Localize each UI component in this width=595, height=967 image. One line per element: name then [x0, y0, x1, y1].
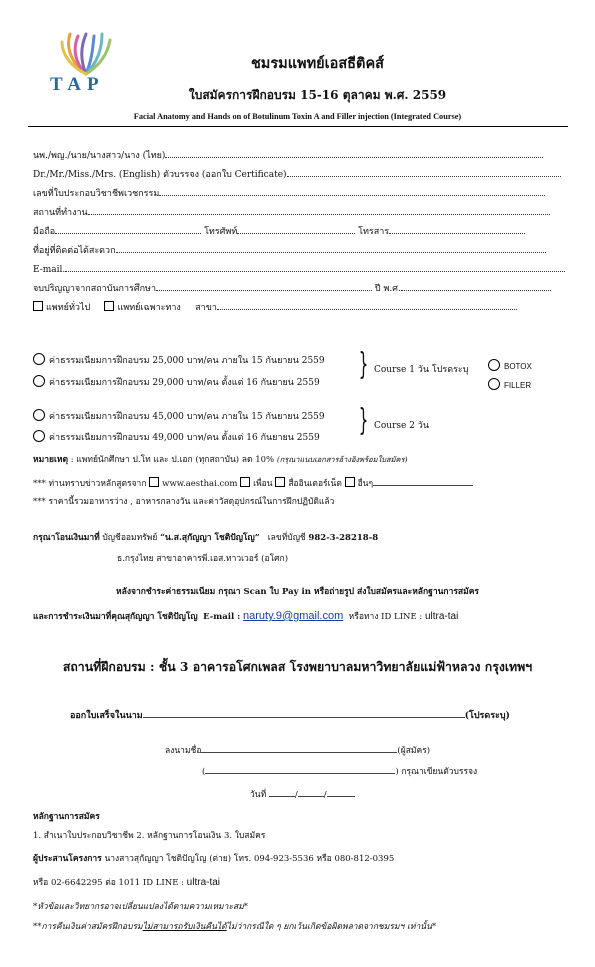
course2-option1-radio[interactable] [33, 409, 45, 421]
logo-text: TAP [50, 74, 105, 95]
gp-checkbox[interactable] [33, 301, 43, 311]
sign-label: ลงนามชื่อ [165, 746, 202, 756]
branch-label: สาขา [195, 303, 217, 313]
specialist-checkbox[interactable] [104, 301, 114, 311]
course2-label: Course 2 วัน [374, 421, 430, 431]
source-friend-checkbox[interactable] [240, 477, 250, 487]
specialty-row [33, 300, 517, 314]
print-name-field[interactable] [205, 763, 395, 774]
course1-label: Course 1 วัน โปรดระบุ [374, 365, 469, 375]
fax-field[interactable] [389, 224, 525, 234]
email-field[interactable] [65, 262, 565, 272]
date-month-field[interactable] [298, 786, 324, 797]
course2-brace: } [358, 403, 369, 438]
extra-phone: หรือ 02-6642295 ต่อ 1011 ID LINE : [33, 878, 187, 888]
open-paren: ( [202, 767, 206, 777]
disclaimer-1: *หัวข้อและวิทยากรอาจเปลี่ยนแปลงได้ตามความเหมาะสม* [33, 902, 249, 912]
evidence-title: หลักฐานการสมัคร [33, 812, 100, 822]
email-label-bold: E-mail : [203, 612, 241, 622]
workplace-label: สถานที่ทำงาน [33, 208, 88, 218]
extra-line-id: ultra-tai [186, 877, 221, 888]
phone-label: โทรศัพท์ [204, 227, 238, 237]
source-prefix: *** ท่านทราบข่าวหลักสูตรจาก [33, 479, 147, 489]
course1-option1-label: ค่าธรรมเนียมการฝึกอบรม 25,000 บาท/คน ภายใน 15 กันยายน 2559 [49, 356, 325, 366]
course2-option2[interactable] [33, 430, 320, 444]
course2-option1-label: ค่าธรรมเนียมการฝึกอบรม 45,000 บาท/คน ภายใน 15 กันยายน 2559 [49, 412, 325, 422]
venue: สถานที่ฝึกอบรม : ชั้น 3 อาคารอโศกเพลส โรงพยาบาลมหาวิทยาลัยแม่ฟ้าหลวง กรุงเทพฯ [62, 659, 533, 674]
receipt-field[interactable] [143, 707, 465, 718]
license-label: เลขที่ใบประกอบวิชาชีพเวชกรรม [33, 189, 160, 199]
filler-option[interactable] [488, 378, 531, 392]
print-name-row [202, 763, 477, 778]
date-row [250, 786, 355, 801]
address-row [33, 243, 546, 257]
year-label: ปี พ.ศ. [374, 284, 401, 294]
source-other-field[interactable] [373, 475, 473, 486]
sign-field[interactable] [201, 742, 397, 753]
or-line-label: หรือทาง ID LINE : [348, 612, 425, 622]
account-no: 982-3-28218-8 [308, 533, 379, 543]
address-label: ที่อยู่ที่ติดต่อได้สะดวก [33, 246, 116, 256]
name-en-field[interactable] [287, 167, 561, 177]
contact-email-link[interactable]: naruty.9@gmail.com [243, 610, 344, 622]
name-th-label: นพ./พญ./นาย/นางสาว/นาง (ไทย) [33, 151, 166, 161]
instruction-line2 [33, 610, 458, 623]
course2-option2-label: ค่าธรรมเนียมการฝึกอบรม 49,000 บาท/คน ตั้งแต่ 16 กันยายน 2559 [49, 433, 320, 443]
botox-label: BOTOX [504, 362, 532, 371]
course1-option2-radio[interactable] [33, 375, 45, 387]
workplace-row [33, 205, 550, 219]
remark-label: หมายเหตุ [33, 455, 68, 465]
graduation-row [33, 281, 551, 295]
course-title: Facial Anatomy and Hands on of Botulinum Toxin A and Filler injection (Integrated Course) [133, 112, 462, 121]
source-web-label: www.aesthai.com [162, 479, 238, 489]
line-id: ultra-tai [424, 611, 459, 622]
graduated-field[interactable] [156, 281, 372, 291]
graduated-label: จบปริญญาจากสถาบันการศึกษา [33, 284, 157, 294]
fax-label: โทรสาร [358, 227, 390, 237]
account-name: “น.ส.สุกัญญา โชติปัญโญ” [160, 533, 260, 543]
receipt-row [70, 707, 510, 722]
disclaimer-2-a: **การคืนเงินค่าสมัครฝึกอบรม [33, 922, 143, 932]
branch-field[interactable] [217, 300, 517, 310]
address-field[interactable] [116, 243, 546, 253]
name-en-row [33, 167, 561, 181]
disclaimer-2 [33, 921, 436, 933]
disclaimer-2-b: ไม่สามารถรับเงินคืนได้ [142, 922, 227, 932]
course1-option1-radio[interactable] [33, 353, 45, 365]
course1-option1[interactable] [33, 353, 325, 367]
course2-option2-radio[interactable] [33, 430, 45, 442]
evidence-items: 1. สำเนาใบประกอบวิชาชีพ 2. หลักฐานการโอนเงิน 3. ใบสมัคร [33, 831, 266, 841]
source-row [33, 475, 473, 490]
coordinator-row [33, 853, 394, 865]
remark-row [33, 454, 408, 466]
disclaimer-2-c: ไม่ว่ากรณีใด ๆ ยกเว้นเกิดข้อผิดพลาดจากชมรมฯ เท่านั้น* [226, 922, 437, 932]
name-th-field[interactable] [165, 148, 543, 158]
extra-phone-row [33, 877, 220, 889]
license-field[interactable] [159, 186, 545, 196]
botox-option[interactable] [488, 359, 532, 373]
phone-field[interactable] [237, 224, 355, 234]
phone-row [33, 224, 525, 238]
date-label: วันที่ [250, 790, 267, 800]
email-label: E-mail. [33, 265, 66, 275]
course1-option2-label: ค่าธรรมเนียมการฝึกอบรม 29,000 บาท/คน ตั้งแต่ 16 กันยายน 2559 [49, 378, 320, 388]
instruction-line2-prefix: และการชำระเงินมาที่คุณสุกัญญา โชติปัญโญ [33, 612, 198, 622]
receipt-label: ออกใบเสร็จในนาม [70, 711, 143, 721]
botox-radio[interactable] [488, 359, 500, 371]
print-name-label: ) กรุณาเขียนตัวบรรจง [395, 767, 478, 777]
source-friend-label: เพื่อน [253, 479, 273, 489]
course2-option1[interactable] [33, 409, 325, 423]
instruction-line1: หลังจากชำระค่าธรรมเนียม กรุณา Scan ใบ Pay in หรือถ่ายรูป ส่งใบสมัครและหลักฐานการสมัคร [116, 587, 479, 597]
transfer-label: กรุณาโอนเงินมาที่ [33, 533, 100, 543]
email-row [33, 262, 565, 276]
account-label: บัญชีออมทรัพย์ [102, 533, 158, 543]
specialist-label: แพทย์เฉพาะทาง [117, 303, 181, 313]
date-sep-1: / [294, 790, 298, 800]
header-divider [28, 126, 568, 127]
bank-name: ธ.กรุงไทย สาขาอาคารพี.เอส.ทาวเวอร์ (อโศก) [117, 554, 289, 564]
date-year-field[interactable] [327, 786, 355, 797]
receipt-suffix: (โปรดระบุ) [464, 711, 510, 721]
coordinator-label: ผู้ประสานโครงการ [33, 854, 102, 864]
page-title: ชมรมแพทย์เอสธีติคส์ [250, 55, 385, 72]
date-day-field[interactable] [269, 786, 295, 797]
transfer-row [33, 532, 378, 544]
course1-brace: } [358, 347, 369, 382]
coordinator-info: นางสาวสุกัญญา โชติปัญโญ (ต่าย) โทร. 094-923-5536 หรือ 080-812-0395 [104, 854, 395, 864]
name-th-row [33, 148, 543, 162]
workplace-field[interactable] [88, 205, 550, 215]
included-note: *** ราคานี้รวมอาหารว่าง , อาหารกลางวัน และค่าวัสดุอุปกรณ์ในการฝึกปฏิบัติแล้ว [33, 497, 335, 507]
sign-row [165, 742, 430, 757]
remark-italic: (กรุณาแนบเอกสารอ้างอิงพร้อมใบสมัคร) [276, 455, 408, 464]
account-no-label: เลขที่บัญชี [267, 533, 306, 543]
year-field[interactable] [401, 281, 551, 291]
course1-option2[interactable] [33, 375, 320, 389]
date-sep-2: / [323, 790, 327, 800]
filler-label: FILLER [504, 381, 532, 390]
source-online-checkbox[interactable] [275, 477, 285, 487]
source-other-checkbox[interactable] [345, 477, 355, 487]
remark-text: : แพทย์นักศึกษา ป.โท และ ป.เอก (ทุกสถาบัน) ลด 10% [70, 455, 275, 465]
filler-radio[interactable] [488, 378, 500, 390]
mobile-field[interactable] [55, 224, 201, 234]
application-title: ใบสมัครการฝึกอบรม 15-16 ตุลาคม พ.ศ. 2559 [188, 88, 447, 102]
gp-label: แพทย์ทั่วไป [46, 303, 91, 313]
mobile-label: มือถือ [33, 227, 56, 237]
license-row [33, 186, 545, 200]
source-online-label: สื่ออินเตอร์เน็ต [288, 479, 342, 489]
applicant-label: (ผู้สมัคร) [397, 746, 431, 756]
source-web-checkbox[interactable] [149, 477, 159, 487]
name-en-label: Dr./Mr./Miss./Mrs. (English) ตัวบรรจง (ออกใบ Certificate) [33, 170, 287, 180]
source-other-label: อื่นๆ [357, 479, 374, 489]
